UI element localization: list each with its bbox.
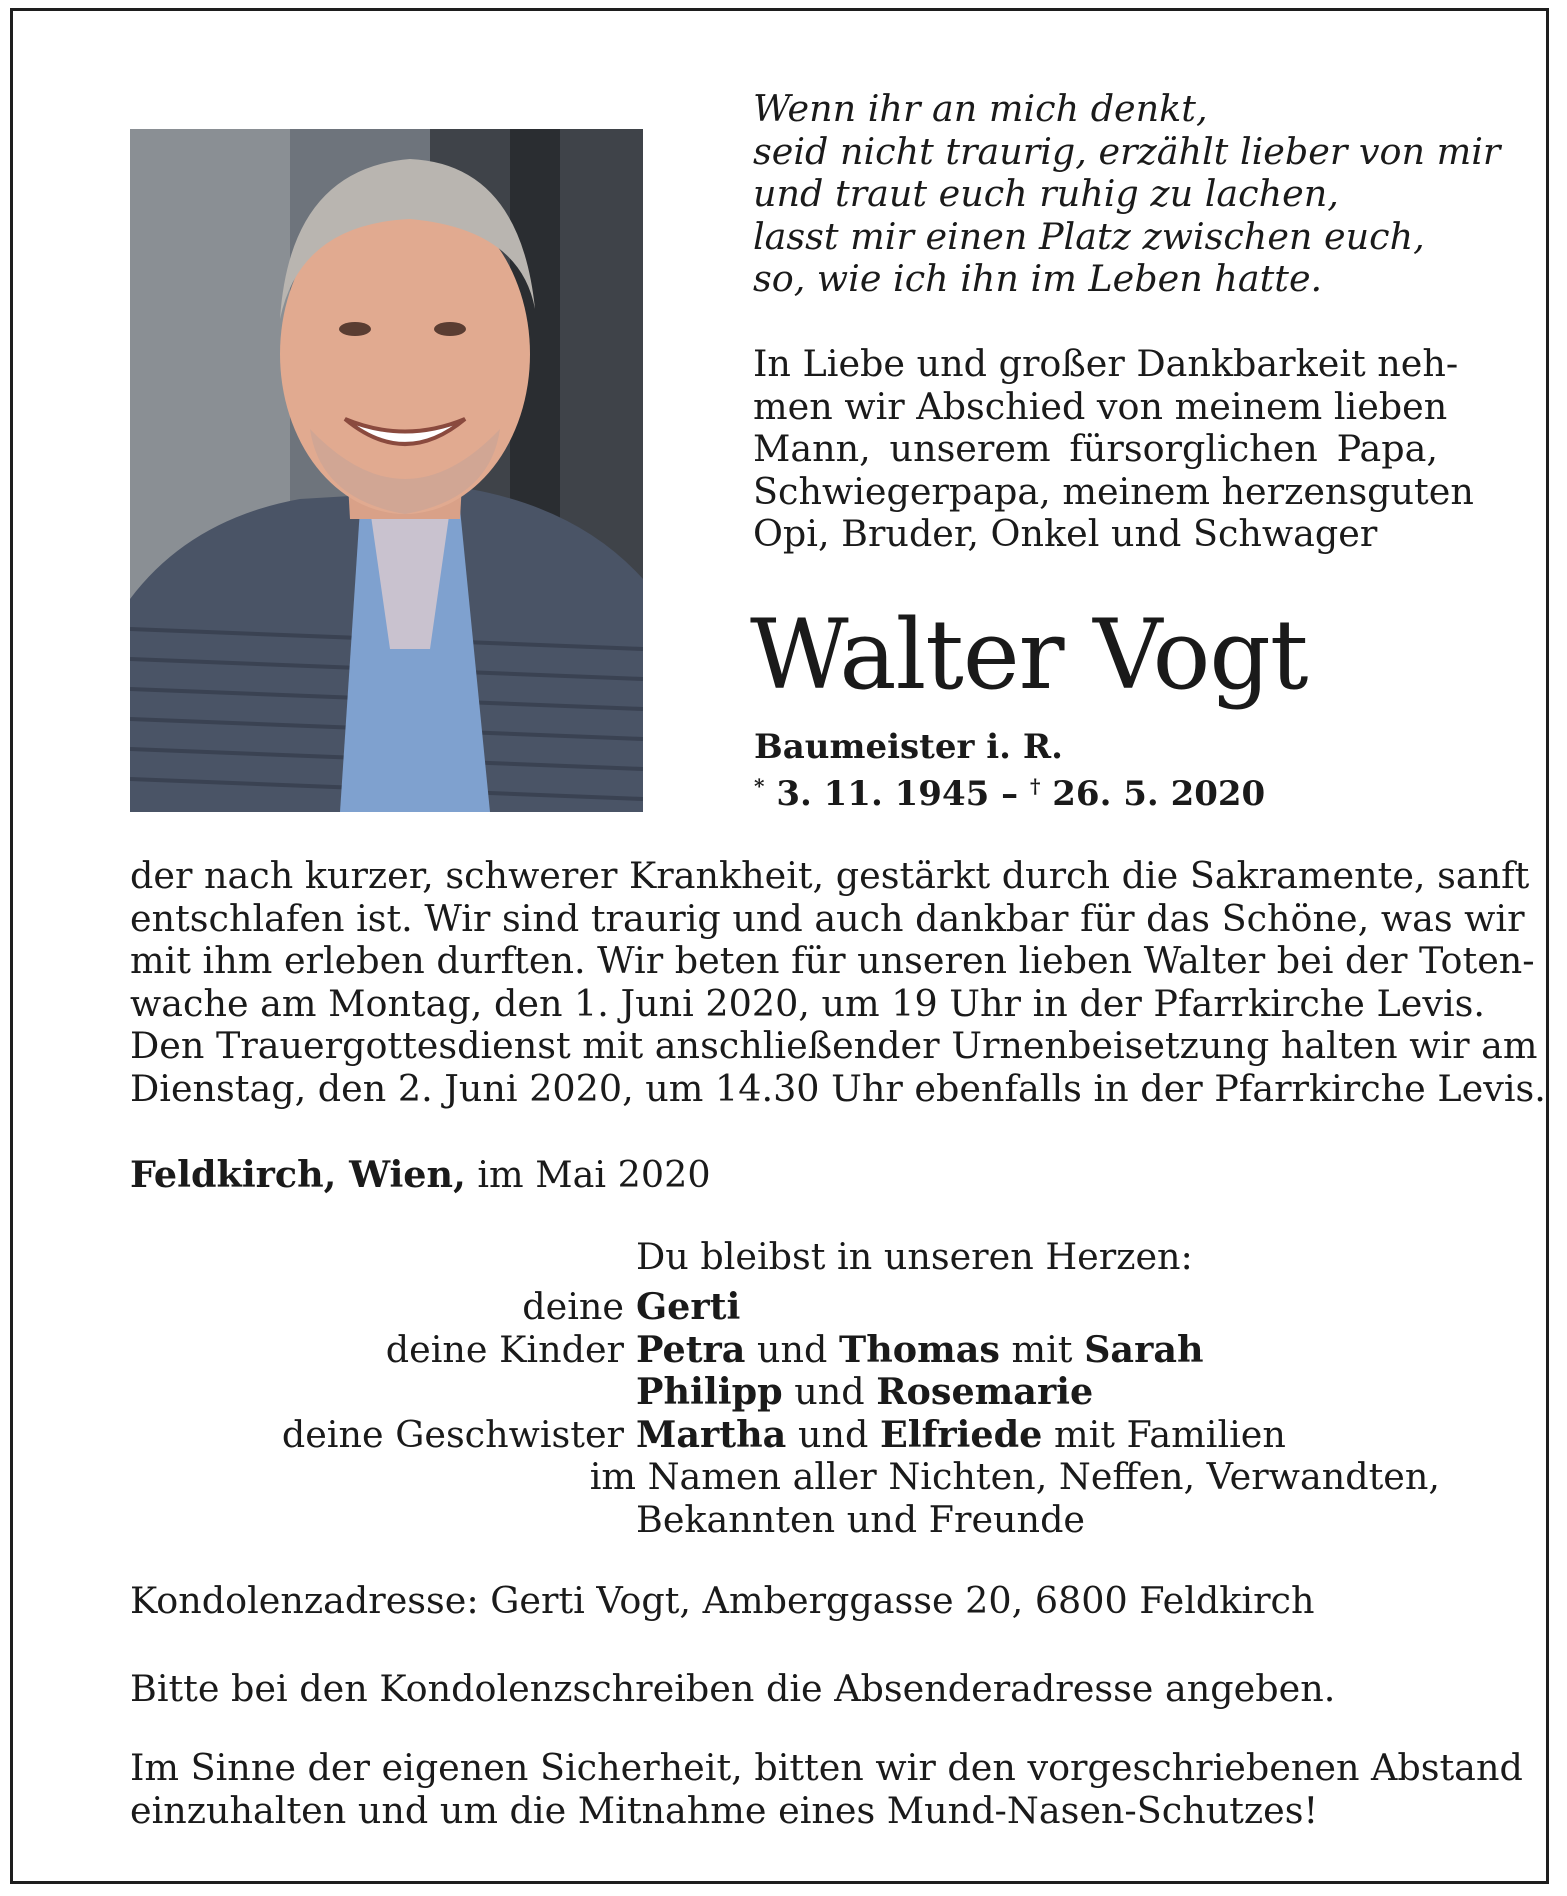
poem-line: und traut euch ruhig zu lachen, <box>753 172 1339 215</box>
family-member-name: Thomas <box>839 1327 1000 1371</box>
life-dates <box>754 774 1265 814</box>
family-row <box>130 1499 1440 1542</box>
date-separator: – <box>989 774 1030 814</box>
deceased-name: Walter Vogt <box>750 599 1308 711</box>
family-members <box>590 1456 1440 1499</box>
poem-line: Wenn ihr an mich denkt, <box>753 87 1208 130</box>
family-connector: und <box>786 1412 880 1456</box>
family-heading: Du bleibst in unseren Herzen: <box>636 1235 1193 1278</box>
family-relation: deine <box>522 1285 624 1328</box>
places: Feldkirch, Wien, <box>130 1153 466 1196</box>
family-relation: deine Kinder <box>385 1327 624 1371</box>
family-row <box>130 1414 1440 1457</box>
poem <box>753 87 1501 301</box>
intro-line: In Liebe und großer Dankbarkeit neh- <box>753 342 1459 385</box>
condolence-address-text: Kondolenzadresse: Gerti Vogt, Amberggasse 20, 6800 Feldkirch <box>130 1579 1315 1622</box>
death-date: 26. 5. 2020 <box>1052 774 1266 814</box>
body-line: Dienstag, den 2. Juni 2020, um 14.30 Uhr ebenfalls in der Pfarrkirche Levis. <box>130 1066 1546 1110</box>
notice-date: im Mai 2020 <box>465 1153 711 1196</box>
body-line: mit ihm erleben durften. Wir beten für unseren lieben Walter bei der Toten- <box>130 939 1535 982</box>
family-member-name: Philipp <box>636 1370 783 1413</box>
condolence-address <box>130 1580 1450 1623</box>
family-connector: und <box>782 1370 877 1413</box>
family-members <box>636 1499 1085 1542</box>
family-members <box>636 1329 1204 1372</box>
body-line: wache am Montag, den 1. Juni 2020, um 19 Uhr in der Pfarrkirche Levis. <box>130 981 1485 1025</box>
family-relation <box>130 1456 590 1499</box>
family-member-name: Sarah <box>1084 1327 1204 1371</box>
deceased-profession: Baumeister i. R. <box>754 727 1063 767</box>
family-member-name: Petra <box>636 1327 746 1371</box>
family-member-name: Martha <box>636 1412 787 1456</box>
intro-line: Opi, Bruder, Onkel und Schwager <box>753 512 1378 555</box>
family-members <box>636 1371 1093 1414</box>
family-list <box>130 1286 1440 1541</box>
family-connector: Bekannten und Freunde <box>636 1497 1086 1541</box>
family-connector: und <box>745 1327 840 1371</box>
place-and-date <box>130 1153 711 1196</box>
body-line: Den Trauergottesdienst mit anschließender Urnenbeisetzung halten wir am <box>130 1024 1538 1067</box>
intro-paragraph <box>753 342 1474 556</box>
family-member-name: Rosemarie <box>876 1370 1094 1413</box>
poem-line: lasst mir einen Platz zwischen euch, <box>753 214 1425 258</box>
portrait-photo <box>130 129 643 812</box>
intro-line: Schwiegerpapa, meinem herzensguten <box>753 469 1474 513</box>
family-row <box>130 1371 1440 1414</box>
safety-note-line: einzuhalten und um die Mitnahme eines Mund-Nasen-Schutzes! <box>130 1788 1319 1832</box>
family-member-name: Elfriede <box>879 1412 1043 1456</box>
family-connector: mit <box>999 1327 1085 1371</box>
family-relation: deine Geschwister <box>281 1412 624 1456</box>
family-connector: mit Familien <box>1042 1412 1286 1456</box>
body-line: entschlafen ist. Wir sind traurig und auch dankbar für das Schöne, was wir <box>130 896 1525 940</box>
family-row <box>130 1286 1440 1329</box>
body-line: der nach kurzer, schwerer Krankheit, gestärkt durch die Sakramente, sanft <box>130 854 1530 897</box>
safety-note <box>130 1746 1523 1832</box>
sender-note-text: Bitte bei den Kondolenzschreiben die Absenderadresse angeben. <box>130 1667 1336 1710</box>
family-row <box>130 1456 1440 1499</box>
announcement-paragraph <box>130 854 1546 1110</box>
birth-symbol: * <box>754 774 765 798</box>
family-row <box>130 1329 1440 1372</box>
intro-line: Mann, unserem fürsorglichen Papa, <box>753 427 1438 470</box>
birth-date: 3. 11. 1945 <box>776 774 990 814</box>
poem-line: seid nicht traurig, erzählt lieber von mir <box>753 129 1501 173</box>
intro-line: men wir Abschied von meinem lieben <box>753 384 1448 428</box>
death-symbol: † <box>1029 774 1041 798</box>
family-relation <box>130 1499 636 1542</box>
family-relation <box>130 1371 636 1414</box>
poem-line: so, wie ich ihn im Leben hatte. <box>753 257 1323 300</box>
family-member-name: Gerti <box>636 1285 741 1328</box>
family-members <box>636 1286 740 1329</box>
sender-note <box>130 1668 1450 1711</box>
safety-note-line: Im Sinne der eigenen Sicherheit, bitten wir den vorgeschriebenen Abstand <box>130 1746 1523 1789</box>
family-connector: im Namen aller Nichten, Neffen, Verwandten, <box>589 1455 1440 1498</box>
family-members <box>636 1414 1286 1457</box>
